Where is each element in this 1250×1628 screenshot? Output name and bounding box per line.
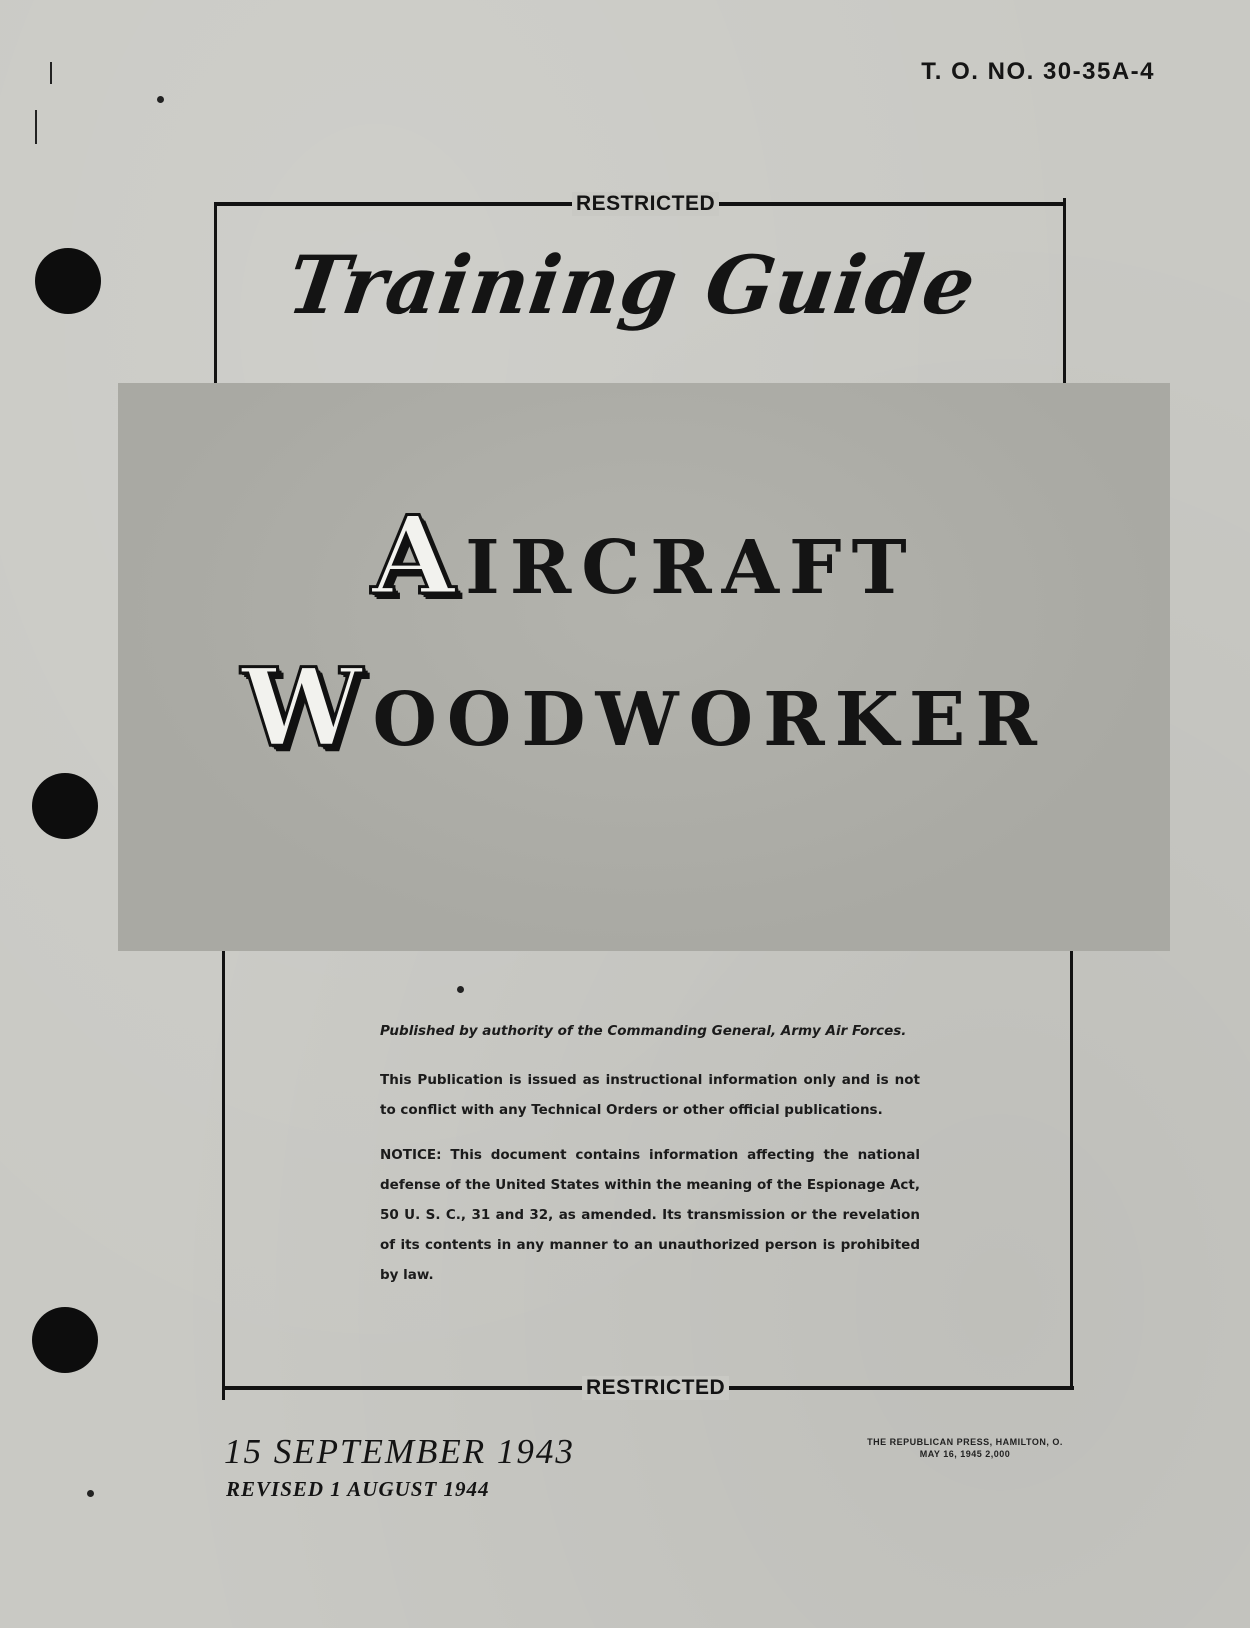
frame-right-line: [1063, 198, 1066, 392]
paper-speck: [457, 986, 464, 993]
authority-statement: Published by authority of the Commanding General, Army Air Forces.: [380, 1023, 907, 1039]
restricted-label-bottom: RESTRICTED: [582, 1376, 729, 1400]
paper-speck: [35, 110, 37, 144]
series-title: Training Guide: [282, 238, 982, 332]
frame-right-line-lower: [1070, 945, 1073, 1390]
paper-speck: [50, 62, 52, 84]
technical-order-number: T. O. NO. 30-35A-4: [921, 58, 1155, 85]
punch-hole-top: [35, 248, 101, 314]
title-initial-w: W: [241, 645, 367, 771]
title-line-woodworker: [118, 645, 1170, 771]
printer-imprint: [850, 1436, 1080, 1460]
printer-line-2: MAY 16, 1945 2,000: [919, 1449, 1011, 1459]
title-line-aircraft: [118, 493, 1170, 619]
title-rest-woodworker: OODWORKER: [372, 677, 1047, 763]
paper-speck: [157, 96, 164, 103]
printer-line-1: THE REPUBLICAN PRESS, HAMILTON, O.: [867, 1437, 1063, 1447]
frame-left-line-lower: [222, 945, 225, 1400]
restricted-label-top: RESTRICTED: [572, 192, 719, 216]
title-initial-a: A: [371, 493, 460, 619]
punch-hole-bottom: [32, 1307, 98, 1373]
purpose-statement: This Publication is issued as instructional information only and is not to conflict with any Technical Orders or other official publications.: [380, 1072, 920, 1118]
espionage-notice: NOTICE: This document contains information affecting the national defense of the United States within the meaning of the Espionage Act, 50 U. S. C., 31 and 32, as amended. Its transmission or the revelation of its contents in any manner to an unauthorized person is prohibited by law.: [380, 1147, 920, 1283]
paper-speck: [87, 1490, 94, 1497]
publication-date: 15 SEPTEMBER 1943: [224, 1432, 575, 1471]
revised-date: REVISED 1 AUGUST 1944: [226, 1477, 490, 1501]
title-rest-aircraft: IRCRAFT: [465, 525, 917, 611]
punch-hole-middle: [32, 773, 98, 839]
title-panel: [118, 383, 1170, 951]
